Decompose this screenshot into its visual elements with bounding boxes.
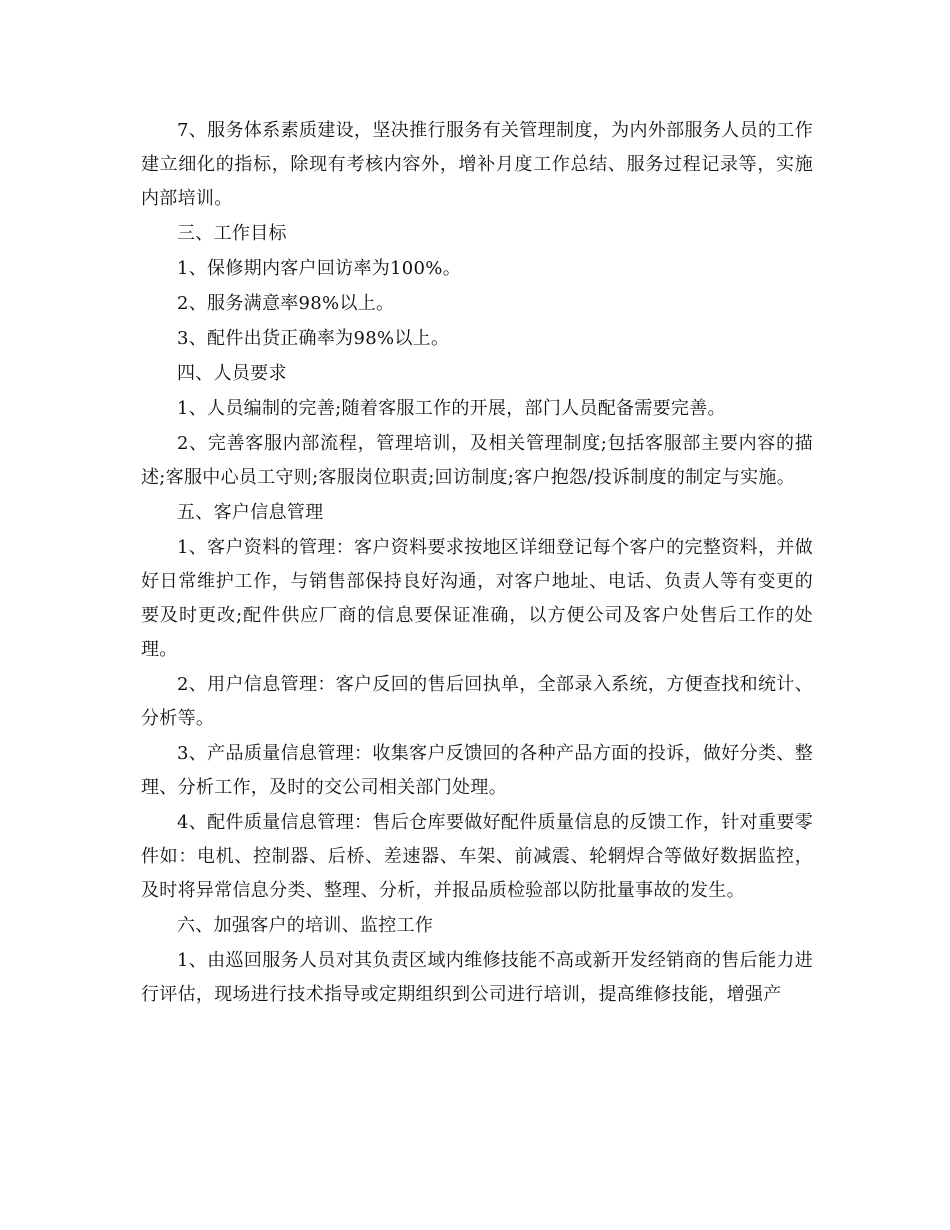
goal-item-3: 3、配件出货正确率为98%以上。 xyxy=(177,328,450,349)
paragraph-service-quality: 7、服务体系素质建设，坚决推行服务有关管理制度，为内外部服务人员的工作建立细化的指标，除现有考核内容外，增补月度工作总结、服务过程记录等，实施内部培训。 xyxy=(141,120,813,209)
customer-info-item-1: 1、客户资料的管理：客户资料要求按地区详细登记每个客户的完整资料，并做好日常维护工作，与销售部保持良好沟通，对客户地址、电话、负责人等有变更的要及时更改;配件供应厂商的信息要保证准确，以方便公司及客户处售后工作的处理。 xyxy=(141,537,813,660)
heading-customer-info: 五、客户信息管理 xyxy=(177,502,324,523)
customer-info-item-4: 4、配件质量信息管理：售后仓库要做好配件质量信息的反馈工作，针对重要零件如：电机、控制器、后桥、差速器、车架、前减震、轮辋焊合等做好数据监控，及时将异常信息分类、整理、分析，并报品质检验部以防批量事故的发生。 xyxy=(141,812,813,901)
goal-item-1: 1、保修期内客户回访率为100%。 xyxy=(177,258,462,279)
heading-training-monitoring: 六、加强客户的培训、监控工作 xyxy=(177,915,434,936)
customer-info-item-2: 2、用户信息管理：客户反回的售后回执单，全部录入系统，方便查找和统计、分析等。 xyxy=(141,674,813,729)
training-item-1: 1、由巡回服务人员对其负责区域内维修技能不高或新开发经销商的售后能力进行评估，现场进行技术指导或定期组织到公司进行培训，提高维修技能，增强产 xyxy=(141,950,813,1005)
document-body xyxy=(141,114,813,1012)
goal-item-2: 2、服务满意率98%以上。 xyxy=(177,293,395,314)
heading-staff-requirements: 四、人员要求 xyxy=(177,363,287,384)
staff-item-1: 1、人员编制的完善;随着客服工作的开展，部门人员配备需要完善。 xyxy=(177,398,726,419)
heading-work-goals: 三、工作目标 xyxy=(177,223,287,244)
customer-info-item-3: 3、产品质量信息管理：收集客户反馈回的各种产品方面的投诉，做好分类、整理、分析工作，及时的交公司相关部门处理。 xyxy=(141,743,813,798)
staff-item-2: 2、完善客服内部流程，管理培训，及相关管理制度;包括客服部主要内容的描述;客服中心员工守则;客服岗位职责;回访制度;客户抱怨/投诉制度的制定与实施。 xyxy=(141,433,813,488)
